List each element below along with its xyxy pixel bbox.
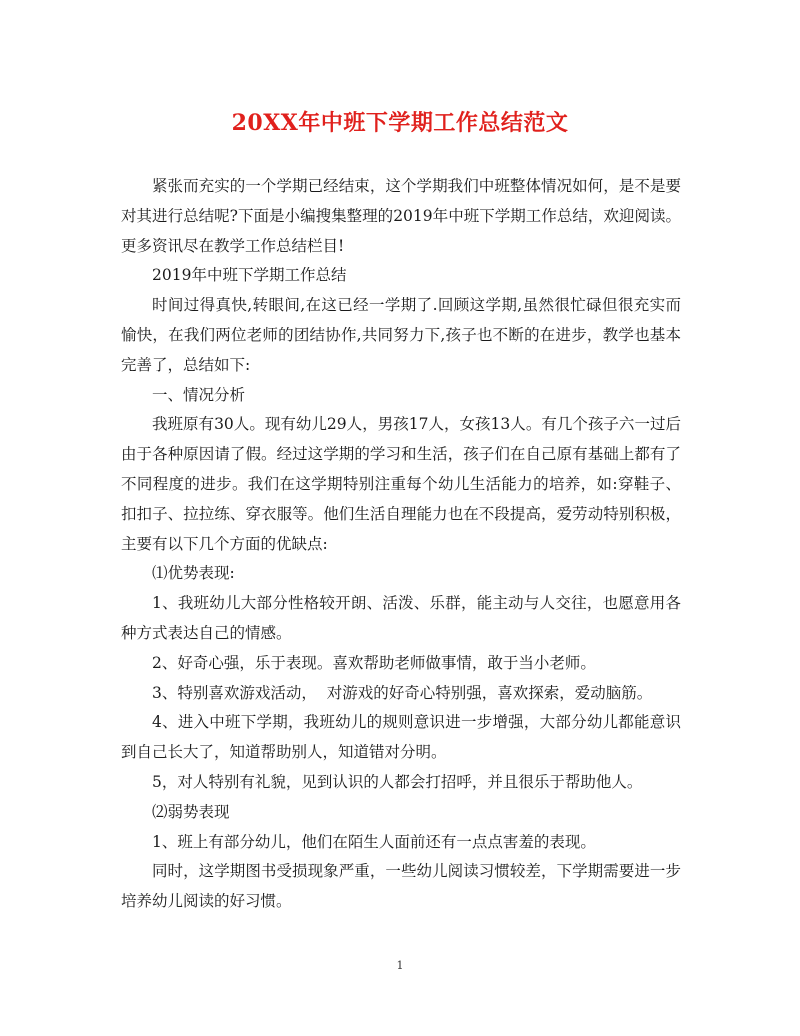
list-item-strength-2: 2、好奇心强，乐于表现。喜欢帮助老师做事情，敢于当小老师。 [152,653,596,672]
list-item-strength-3: 3、特别喜欢游戏活动， 对游戏的好奇心特别强，喜欢探索，爱动脑筋。 [152,683,653,702]
list-item-weakness-1: 1、班上有部分幼儿，他们在陌生人面前还有一点点害羞的表现。 [152,832,596,851]
document-title: 20XX年中班下学期工作总结范文 [231,110,569,136]
paragraph-intro: 紧张而充实的一个学期已经结束，这个学期我们中班整体情况如何，是不是要对其进行总结呢?下面是小编搜集整理的2019年中班下学期工作总结，欢迎阅读。更多资讯尽在教学工作总结栏目! [121,177,681,255]
list-item-strength-5: 5，对人特别有礼貌，见到认识的人都会打招呼，并且很乐于帮助他人。 [152,772,643,791]
paragraph-subtitle: 2019年中班下学期工作总结 [152,266,347,285]
paragraph-class-info: 我班原有30人。现有幼儿29人，男孩17人，女孩13人。有几个孩子六一过后由于各种原因请了假。经过这学期的学习和生活，孩子们在自己原有基础上都有了不同程度的进步。我们在这学期特别注重每个幼儿生活能力的培养，如:穿鞋子、扣扣子、拉拉练、穿衣服等。他们生活自理能力也在不段提高，爱劳动特别积极，主要有以下几个方面的优缺点: [121,415,681,553]
subheading-weaknesses: ⑵弱势表现 [152,802,230,821]
paragraph-overview: 时间过得真快,转眼间,在这已经一学期了.回顾这学期,虽然很忙碌但很充实而愉快，在我们两位老师的团结协作,共同努力下,孩子也不断的在进步，教学也基本完善了，总结如下: [121,296,681,374]
list-item-strength-1: 1、我班幼儿大部分性格较开朗、活泼、乐群，能主动与人交往，也愿意用各种方式表达自己的情感。 [121,594,681,642]
page-number: 1 [396,959,404,972]
paragraph-reading-habits: 同时，这学期图书受损现象严重，一些幼儿阅读习惯较差，下学期需要进一步培养幼儿阅读的好习惯。 [121,862,681,911]
list-item-strength-4: 4、进入中班下学期，我班幼儿的规则意识进一步增强，大部分幼儿都能意识到自己长大了，知道帮助别人，知道错对分明。 [121,713,681,762]
section-heading-situation: 一、情况分析 [152,385,246,404]
document-body [121,172,681,917]
subheading-strengths: ⑴优势表现: [152,564,235,583]
